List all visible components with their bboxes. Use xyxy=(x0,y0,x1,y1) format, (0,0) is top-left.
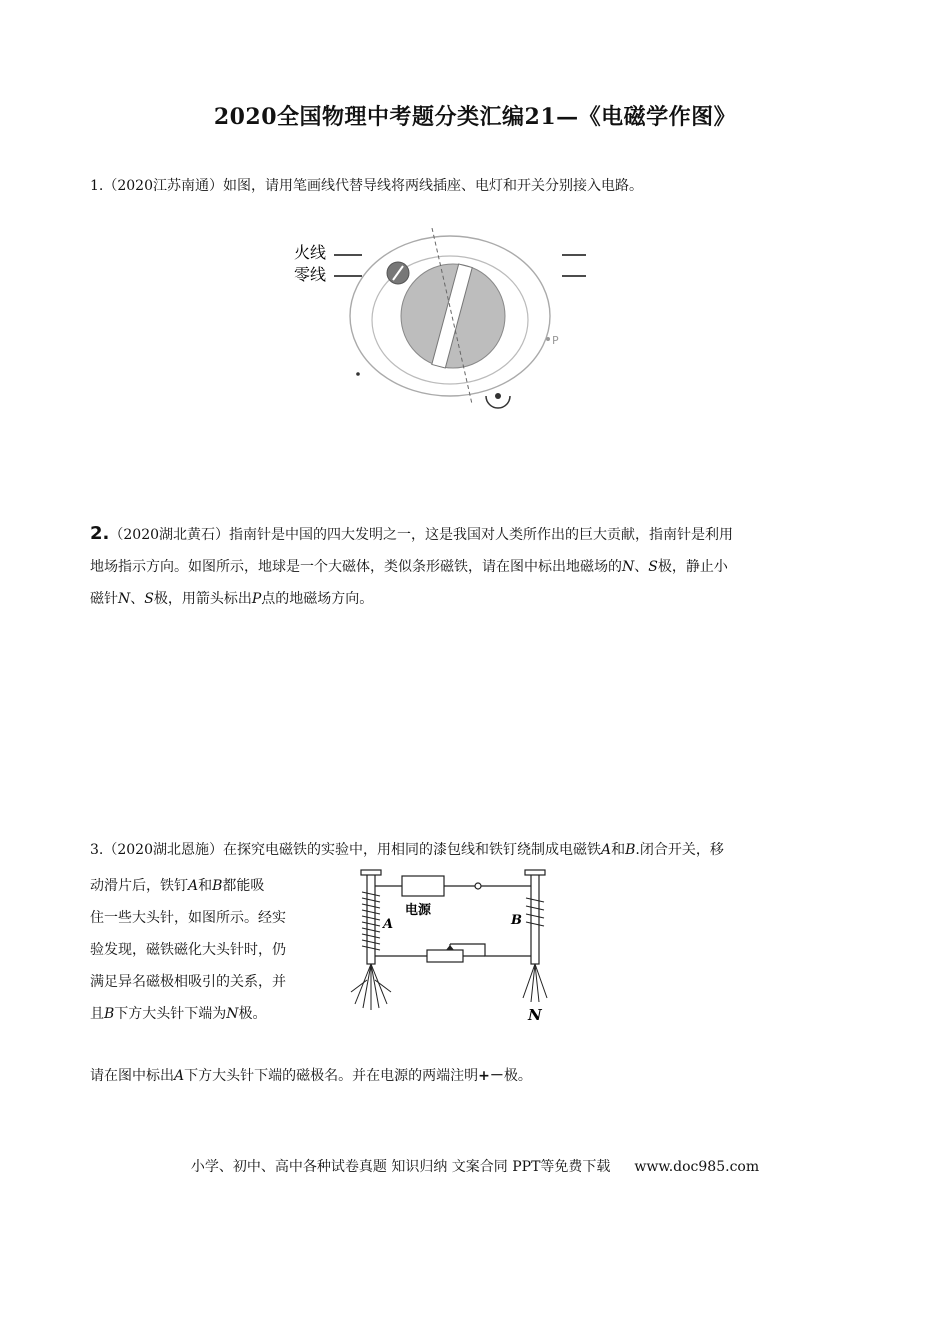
pins-under-b xyxy=(523,964,547,1002)
nail-b xyxy=(531,872,539,964)
question-1-figure xyxy=(290,228,590,418)
page-footer xyxy=(0,1156,950,1176)
question-1-text: 1.（2020江苏南通）如图，请用笔画线代替导线将两线插座、电灯和开关分别接入电路。 xyxy=(90,178,643,194)
rheostat xyxy=(427,950,463,962)
question-2-number: 2. xyxy=(90,523,110,544)
pins-under-a xyxy=(351,964,391,1010)
footer-site-link[interactable]: www.doc985.com xyxy=(634,1159,760,1175)
question-3-circuit-figure xyxy=(345,868,560,1028)
page-title: 2020全国物理中考题分类汇编21—《电磁学作图》 xyxy=(213,104,737,130)
fire-line-label: 火线 xyxy=(294,243,327,262)
neutral-line-label: 零线 xyxy=(294,265,327,284)
question-3-text: 3.（2020湖北恩施）在探究电磁铁的实验中，用相同的漆包线和铁钉绕制成电磁铁A和B.闭合开关，移 xyxy=(90,842,724,858)
nail-a-label: A xyxy=(383,917,394,932)
footer-text: 小学、初中、高中各种试卷真题 知识归纳 文案合同 PPT等免费下载 xyxy=(190,1159,611,1175)
question-3-last-line: 请在图中标出A下方大头针下端的磁极名。并在电源的两端注明+－极。 xyxy=(90,1068,532,1084)
question-2-text: 2.（2020湖北黄石）指南针是中国的四大发明之一，这是我国对人类所作出的巨大贡献，指南针是利用 地场指示方向。如图所示，地球是一个大磁体，类似条形磁铁，请在图中标出地磁场的N、S极，静止小 磁针N、S极，用箭头标出P点的地磁场方向。 xyxy=(90,523,734,607)
power-source-label: 电源 xyxy=(405,903,432,918)
pins-b-pole-label: N xyxy=(528,1006,542,1024)
question-3-side-text: 动滑片后，铁钉A和B都能吸 住一些大头针，如图所示。经实 验发现，磁铁磁化大头针时，仍 满足异名磁极相吸引的关系，并 且B下方大头针下端为N极。 xyxy=(90,878,286,1022)
power-source xyxy=(402,876,444,896)
nail-b-label: B xyxy=(511,913,522,928)
point-p-label: P xyxy=(552,334,559,347)
